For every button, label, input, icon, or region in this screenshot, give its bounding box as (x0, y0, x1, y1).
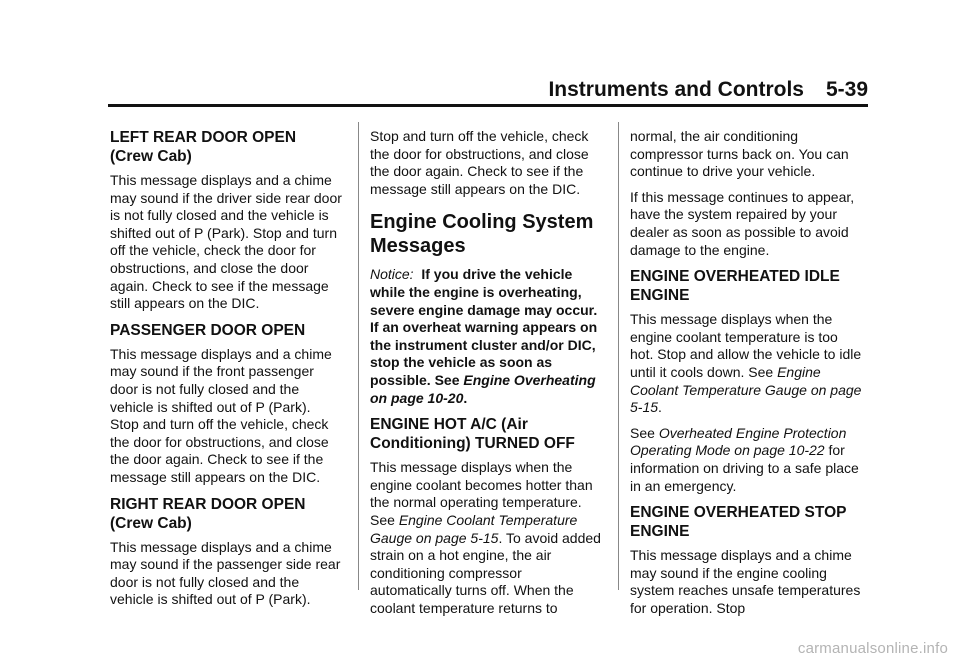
page-reference[interactable]: Engine Coolant Temperature Gauge on page 5-15 (630, 363, 862, 416)
section-passenger-door (110, 321, 342, 487)
watermark: carmanualsonline.info (797, 640, 948, 657)
section-engine-overheated-idle (630, 267, 862, 495)
body-text: This message displays when the engine coolant becomes hotter than the normal operating temperature. See (370, 459, 593, 528)
page-reference[interactable]: Overheated Engine Protection Operating Mode on page 10-22 (630, 424, 847, 459)
section-heading: ENGINE OVERHEATED IDLE ENGINE (630, 268, 840, 305)
page-header (108, 78, 868, 107)
column-middle (370, 128, 602, 625)
continued-body: normal, the air conditioning compressor turns back on. You can continue to drive your vehicle. (630, 128, 849, 180)
section-body: This message displays and a chime may sound if the passenger side rear door is not fully closed and the vehicle is shifted out of P (Park). (110, 538, 341, 608)
body-text: This message displays when the engine coolant temperature is too hot. Stop and allow the vehicle to idle until it cools down. See (630, 311, 862, 380)
chapter-title: Instruments and Controls (548, 78, 804, 101)
section-engine-hot-ac (370, 415, 602, 617)
notice-body: If you drive the vehicle while the engine is overheating, severe engine damage may occur. If an overheat warning appears on the instrument cluster and/or DIC, stop the vehicle as soon as possible. See (370, 266, 598, 388)
section-heading: LEFT REAR DOOR OPEN (Crew Cab) (110, 129, 297, 165)
continued-body: If this message continues to appear, have the system repaired by your dealer as soon as possible to avoid damage to the engine. (630, 188, 855, 258)
section-body: This message displays and a chime may sound if the engine cooling system reaches unsafe temperatures for operation. Stop (630, 547, 861, 616)
section-heading: ENGINE HOT A/C (Air Conditioning) TURNED OFF (370, 416, 575, 453)
section-title: Engine Cooling System Messages (370, 211, 594, 258)
body-text: for information on driving to a safe place in an emergency. (630, 442, 859, 494)
notice-label: Notice: (370, 266, 414, 283)
section-heading: RIGHT REAR DOOR OPEN (Crew Cab) (110, 495, 306, 532)
section-engine-overheated-stop (630, 503, 862, 617)
column-left (110, 128, 342, 617)
section-body (630, 311, 862, 417)
body-text: . To avoid added strain on a hot engine, the air conditioning compressor automatically turns off. When the coolant temperature returns to (370, 529, 601, 616)
section-body: This message displays and a chime may sound if the front passenger door is not fully closed and the vehicle is shifted out of P (Park). Stop and turn off the vehicle, check the door for obstructions, and close the door again. Check to see if the message still appears on the DIC. (110, 345, 332, 485)
section-right-rear-door (110, 495, 342, 609)
page-reference[interactable]: Engine Coolant Temperature Gauge on page 5-15 (370, 511, 578, 546)
column-right (630, 128, 862, 625)
section-heading: PASSENGER DOOR OPEN (110, 321, 306, 339)
notice (370, 266, 602, 407)
column-divider (618, 122, 619, 590)
section-left-rear-door (110, 128, 342, 313)
page-number: 5-39 (825, 78, 868, 101)
section-heading: ENGINE OVERHEATED STOP ENGINE (630, 504, 847, 541)
section-body (370, 459, 602, 617)
body-text: . (658, 399, 662, 416)
notice-reference[interactable]: Engine Overheating on page 10-20 (370, 371, 596, 406)
column-divider (358, 122, 359, 590)
section-body (630, 425, 862, 495)
continued-body: Stop and turn off the vehicle, check the door for obstructions, and close the door again. Check to see if the message still appears on the DIC. (370, 128, 589, 197)
notice-end: . (463, 389, 468, 406)
section-body: This message displays and a chime may sound if the driver side rear door is not fully closed and the vehicle is shifted out of P (Park). Stop and turn off the vehicle, check the door for obstructions, and close the door again. Check to see if the message still appears on the DIC. (110, 172, 342, 312)
body-text: See (630, 424, 655, 441)
